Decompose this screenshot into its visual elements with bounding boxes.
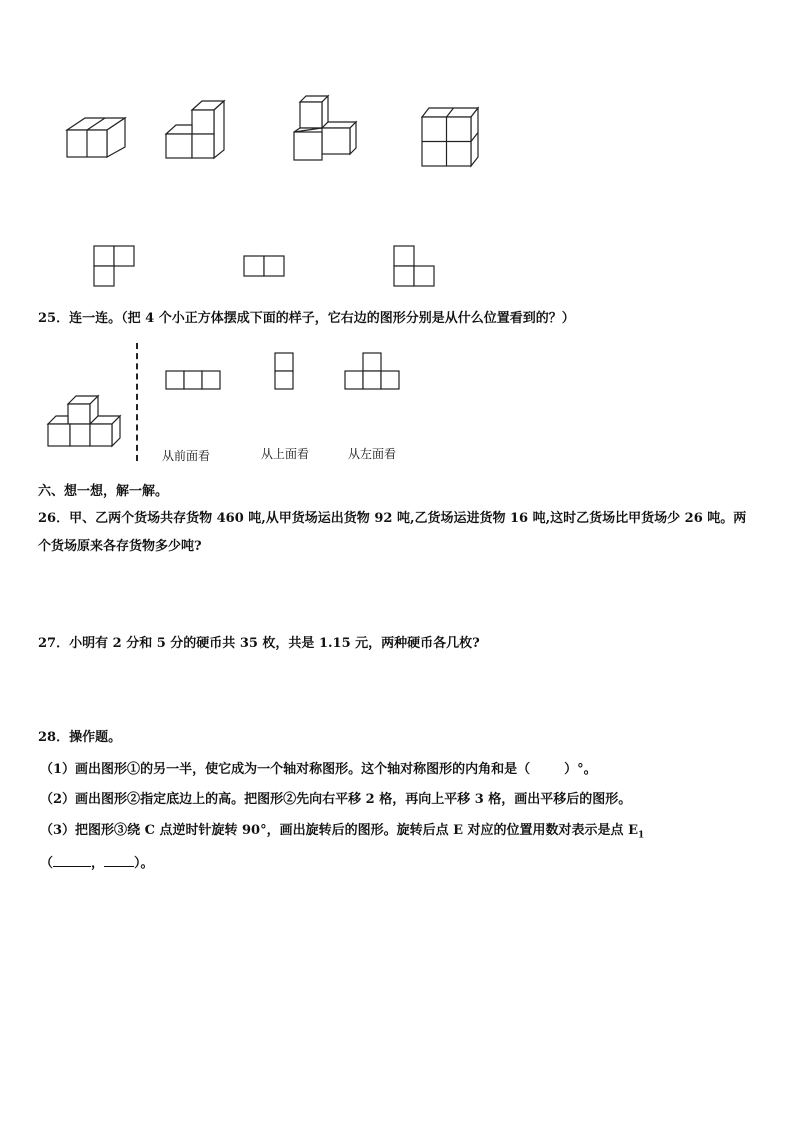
figure-2-marker-second: ② — [283, 792, 297, 807]
q25-cube-stack — [42, 386, 127, 451]
q25-view-a — [164, 369, 224, 393]
q28-part3-answer — [40, 854, 154, 872]
q28-p3-subscript: 1 — [637, 830, 645, 841]
dashed-divider — [136, 343, 138, 461]
q28-p1-prefix: （1）画出图形 — [40, 762, 128, 777]
q28-p2-suffix: 先向右平移 2 格，再向上平移 3 格，画出平移后的图形。 — [296, 792, 632, 807]
q28-part3 — [40, 823, 644, 844]
q27-line — [38, 636, 480, 652]
q28-p1-text: 的另一半，使它成为一个轴对称图形。这个轴对称图形的内角和是（ — [140, 762, 531, 777]
section6-title: 六、想一想，解一解。 — [38, 484, 169, 499]
label-front-view: 从前面看 — [162, 449, 211, 463]
figure-3-marker: ③ — [114, 823, 128, 838]
answer-blank-x[interactable] — [53, 854, 91, 867]
q25-line — [38, 311, 575, 327]
label-top-view: 从上面看 — [261, 447, 310, 461]
q28-paren-close: ）。 — [134, 856, 154, 871]
view-shape-3 — [392, 244, 437, 289]
q28-p1-suffix: ）°。 — [564, 762, 597, 777]
q26-number: 26． — [38, 511, 70, 526]
q28-p3-prefix: （3）把图形 — [40, 823, 115, 838]
q25-text: 连一连。（把 4 个小正方体摆成下面的样子，它右边的图形分别是从什么位置看到的？） — [69, 311, 575, 326]
q28-part2 — [40, 792, 631, 808]
q28-paren-open: （ — [40, 856, 54, 871]
q28-p3-text: 绕 C 点逆时针旋转 90°，画出旋转后的图形。旋转后点 E 对应的位置用数对表示是点 E — [127, 823, 638, 838]
view-shape-2 — [242, 254, 287, 279]
cube-figure-1 — [60, 110, 130, 160]
figure-1-marker: ① — [127, 762, 141, 777]
q26-text-1: 甲、乙两个货场共存货物 460 吨,从甲货场运出货物 92 吨,乙货场运进货物 16 吨,这时乙货场比甲货场少 26 吨。两 — [69, 511, 747, 526]
view-shape-1 — [92, 244, 137, 289]
q28-part1 — [40, 761, 597, 778]
q28-title-line — [38, 730, 121, 746]
cube-figure-4 — [418, 104, 488, 169]
q25-view-b — [273, 351, 297, 393]
cube-figure-3 — [288, 94, 368, 164]
q28-number: 28． — [38, 730, 70, 745]
q25-view-c — [343, 351, 405, 393]
q28-p2-prefix: （2）画出图形 — [40, 792, 128, 807]
answer-blank-y[interactable] — [104, 854, 134, 867]
cube-figure-2 — [162, 98, 232, 163]
q25-number: 25． — [38, 311, 70, 326]
q27-text: 小明有 2 分和 5 分的硬币共 35 枚，共是 1.15 元，两种硬币各几枚? — [69, 636, 480, 651]
label-left-view: 从左面看 — [348, 447, 397, 461]
q26-line1 — [38, 511, 746, 527]
q26-line2: 个货场原来各存货物多少吨? — [38, 539, 202, 554]
figure-2-marker: ② — [127, 792, 141, 807]
q27-number: 27． — [38, 636, 70, 651]
q28-p2-text: 指定底边上的高。把图形 — [140, 792, 284, 807]
q28-comma: ， — [91, 856, 105, 871]
answer-blank-angle-sum[interactable] — [530, 761, 564, 773]
q28-title: 操作题。 — [69, 730, 122, 745]
